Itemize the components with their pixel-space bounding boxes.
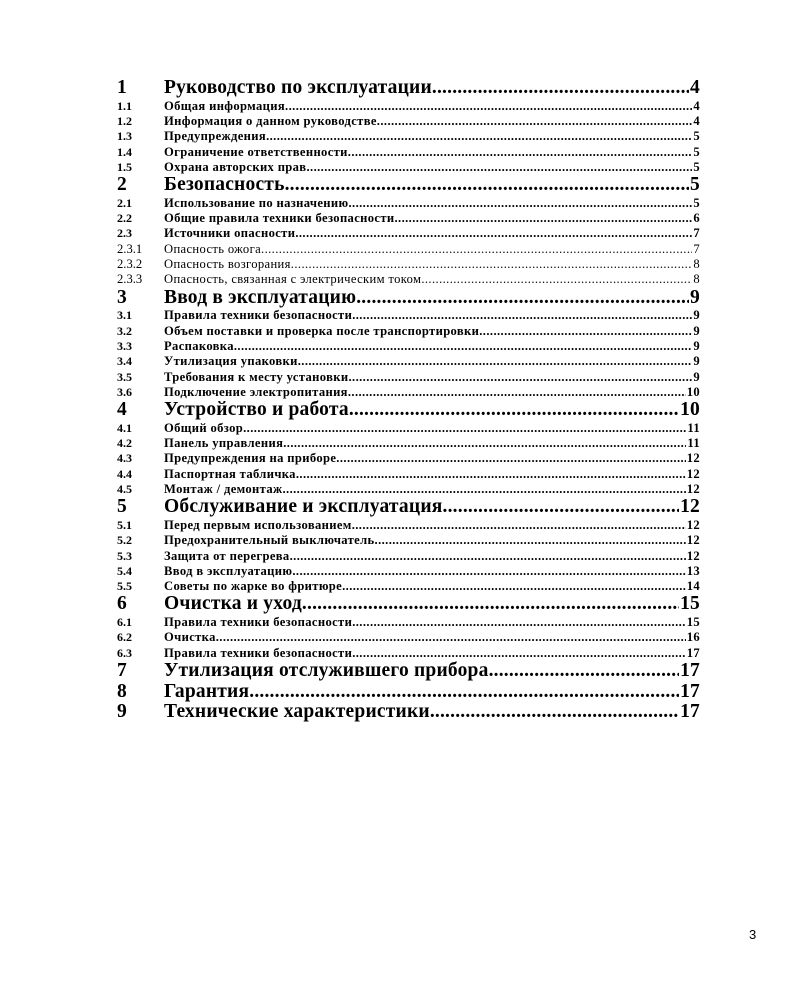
toc-entry-page: 12 <box>686 517 700 532</box>
toc-chapter-row[interactable] <box>117 78 700 99</box>
toc-dot-leader <box>234 339 692 354</box>
toc-entry-page: 10 <box>686 384 700 399</box>
toc-dot-leader <box>348 385 686 400</box>
toc-entry-number: 3.2 <box>117 323 132 338</box>
toc-section-row[interactable] <box>117 436 700 451</box>
toc-entry-page: 9 <box>693 323 700 338</box>
toc-entry-title: Руководство по эксплуатации <box>164 78 432 98</box>
toc-section-row[interactable] <box>117 129 700 144</box>
toc-entry-number: 7 <box>117 661 127 682</box>
toc-section-row[interactable] <box>117 630 700 645</box>
toc-entry-title: Советы по жарке во фритюре <box>164 579 343 594</box>
toc-entry-title: Требования к месту установки <box>164 369 349 384</box>
toc-entry-title: Правила техники безопасности <box>164 308 353 323</box>
toc-entry-number: 4 <box>117 400 127 421</box>
toc-section-row[interactable] <box>117 308 700 323</box>
toc-chapter-row[interactable] <box>117 682 700 703</box>
toc-dot-leader <box>249 682 679 703</box>
toc-entry-number: 4.2 <box>117 436 132 451</box>
toc-entry-number: 2.3.1 <box>117 241 143 256</box>
toc-entry-number: 6 <box>117 594 127 615</box>
toc-entry-title: Предупреждения <box>164 129 267 144</box>
toc-entry-title: Утилизация отслужившего прибора <box>164 661 489 682</box>
toc-dot-leader <box>352 615 686 630</box>
toc-entry-title: Утилизация упаковки <box>164 354 298 369</box>
toc-section-row[interactable] <box>117 354 700 369</box>
toc-entry-number: 5 <box>117 497 127 518</box>
toc-entry-number: 9 <box>117 702 127 723</box>
toc-entry-page: 17 <box>680 661 700 682</box>
toc-entry-title: Технические характеристики <box>164 702 430 723</box>
toc-entry-title: Правила техники безопасности <box>164 645 353 660</box>
toc-dot-leader <box>266 129 692 144</box>
toc-entry-page: 14 <box>686 579 700 594</box>
toc-entry-page: 11 <box>687 436 700 451</box>
toc-entry-title: Гарантия <box>164 681 250 702</box>
toc-dot-leader <box>261 242 692 257</box>
toc-chapter-row[interactable] <box>117 702 700 723</box>
toc-entry-title: Защита от перегрева <box>164 548 290 563</box>
toc-entry-number: 6.1 <box>117 615 132 630</box>
toc-entry-page: 5 <box>693 159 700 174</box>
toc-entry-number: 2.2 <box>117 211 132 226</box>
toc-section-row[interactable] <box>117 324 700 339</box>
toc-entry-number: 3.3 <box>117 338 132 353</box>
toc-entry-number: 6.2 <box>117 630 132 645</box>
toc-dot-leader <box>394 211 692 226</box>
toc-entry-page: 15 <box>686 615 700 630</box>
toc-dot-leader <box>298 354 693 369</box>
toc-entry-number: 2.3.2 <box>117 257 143 272</box>
toc-dot-leader <box>296 467 686 482</box>
toc-entry-page: 5 <box>693 129 700 144</box>
toc-dot-leader <box>432 78 689 99</box>
toc-entry-page: 9 <box>693 369 700 384</box>
toc-dot-leader <box>295 226 692 241</box>
toc-entry-title: Опасность возгорания <box>164 257 291 272</box>
toc-entry-page: 13 <box>686 563 700 578</box>
toc-entry-title: Источники опасности <box>164 226 296 241</box>
toc-section-row[interactable] <box>117 211 700 226</box>
toc-entry-number: 1.5 <box>117 159 132 174</box>
toc-section-row[interactable] <box>117 385 700 400</box>
toc-entry-number: 3.4 <box>117 354 132 369</box>
toc-entry-page: 12 <box>686 451 700 466</box>
toc-section-row[interactable] <box>117 564 700 579</box>
toc-dot-leader <box>290 549 686 564</box>
toc-entry-number: 4.3 <box>117 451 132 466</box>
toc-entry-number: 1.4 <box>117 144 132 159</box>
toc-entry-page: 7 <box>693 226 700 241</box>
toc-entry-title: Использование по назначению <box>164 195 349 210</box>
toc-chapter-row[interactable] <box>117 175 700 196</box>
toc-dot-leader <box>356 288 689 309</box>
toc-entry-page: 8 <box>693 257 700 272</box>
toc-entry-number: 4.1 <box>117 420 132 435</box>
toc-dot-leader <box>443 497 680 518</box>
toc-dot-leader <box>349 400 679 421</box>
toc-entry-number: 5.5 <box>117 579 132 594</box>
toc-dot-leader <box>342 579 686 594</box>
toc-chapter-row[interactable] <box>117 661 700 682</box>
toc-entry-number: 8 <box>117 681 127 702</box>
toc-chapter-row[interactable] <box>117 497 700 518</box>
toc-section-row[interactable] <box>117 370 700 385</box>
toc-entry-title: Предохранительный выключатель <box>164 533 375 548</box>
toc-entry-page: 6 <box>693 211 700 226</box>
toc-section-row[interactable] <box>117 518 700 533</box>
toc-entry-title: Обслуживание и эксплуатация <box>164 497 443 518</box>
toc-entry-number: 3 <box>117 287 127 308</box>
toc-entry-number: 6.3 <box>117 645 132 660</box>
toc-entry-number: 3.5 <box>117 369 132 384</box>
toc-entry-title: Очистка и уход <box>164 594 302 615</box>
toc-entry-page: 8 <box>693 272 700 287</box>
toc-entry-number: 4.4 <box>117 466 132 481</box>
toc-section-row[interactable] <box>117 196 700 211</box>
toc-entry-page: 16 <box>686 630 700 645</box>
toc-entry-page: 4 <box>693 113 700 128</box>
toc-dot-leader <box>282 482 685 497</box>
toc-dot-leader <box>348 145 693 160</box>
toc-dot-leader <box>216 630 686 645</box>
toc-entry-title: Общая информация <box>164 98 286 113</box>
toc-entry-title: Устройство и работа <box>164 400 349 421</box>
table-of-contents <box>117 78 700 723</box>
toc-dot-leader <box>479 324 692 339</box>
toc-entry-number: 5.3 <box>117 548 132 563</box>
toc-entry-page: 9 <box>693 308 700 323</box>
toc-entry-page: 17 <box>686 645 700 660</box>
page-number: 3 <box>749 927 757 942</box>
toc-subsection-row[interactable] <box>117 242 700 257</box>
toc-entry-title: Ввод в эксплуатацию <box>164 563 293 578</box>
toc-entry-number: 1 <box>117 78 127 98</box>
toc-dot-leader <box>489 661 680 682</box>
toc-dot-leader <box>302 594 679 615</box>
toc-entry-title: Общие правила техники безопасности <box>164 211 395 226</box>
toc-dot-leader <box>352 518 686 533</box>
toc-entry-page: 9 <box>693 354 700 369</box>
toc-section-row[interactable] <box>117 646 700 661</box>
toc-entry-title: Опасность, связанная с электрическим током <box>164 272 422 287</box>
toc-entry-page: 17 <box>680 681 700 702</box>
toc-entry-title: Опасность ожога <box>164 241 262 256</box>
toc-entry-title: Безопасность <box>164 175 285 196</box>
toc-dot-leader <box>285 175 689 196</box>
toc-chapter-row[interactable] <box>117 400 700 421</box>
toc-entry-page: 9 <box>690 287 700 308</box>
toc-dot-leader <box>291 257 693 272</box>
toc-entry-page: 4 <box>693 98 700 113</box>
toc-entry-title: Подключение электропитания <box>164 384 348 399</box>
toc-subsection-row[interactable] <box>117 257 700 272</box>
toc-section-row[interactable] <box>117 451 700 466</box>
toc-section-row[interactable] <box>117 482 700 497</box>
toc-entry-title: Правила техники безопасности <box>164 615 353 630</box>
toc-entry-page: 17 <box>680 702 700 723</box>
toc-entry-title: Предупреждения на приборе <box>164 451 337 466</box>
toc-entry-title: Паспортная табличка <box>164 466 296 481</box>
toc-entry-title: Охрана авторских прав <box>164 159 307 174</box>
toc-entry-title: Информация о данном руководстве <box>164 113 377 128</box>
toc-entry-number: 3.1 <box>117 308 132 323</box>
toc-entry-number: 5.4 <box>117 563 132 578</box>
toc-entry-number: 5.1 <box>117 517 132 532</box>
toc-entry-page: 12 <box>686 548 700 563</box>
toc-entry-number: 2.1 <box>117 195 132 210</box>
toc-entry-number: 1.3 <box>117 129 132 144</box>
toc-dot-leader <box>421 272 692 287</box>
toc-entry-title: Перед первым использованием <box>164 517 352 532</box>
toc-entry-title: Ограничение ответственности <box>164 144 348 159</box>
toc-entry-number: 2.3 <box>117 226 132 241</box>
toc-dot-leader <box>430 702 679 723</box>
toc-section-row[interactable] <box>117 339 700 354</box>
toc-dot-leader <box>243 421 686 436</box>
toc-dot-leader <box>348 370 692 385</box>
toc-entry-number: 3.6 <box>117 384 132 399</box>
toc-section-row[interactable] <box>117 114 700 129</box>
toc-section-row[interactable] <box>117 533 700 548</box>
toc-dot-leader <box>283 436 686 451</box>
toc-entry-number: 5.2 <box>117 533 132 548</box>
toc-section-row[interactable] <box>117 226 700 241</box>
toc-entry-title: Распаковка <box>164 338 234 353</box>
toc-section-row[interactable] <box>117 549 700 564</box>
toc-entry-page: 12 <box>686 481 700 496</box>
toc-dot-leader <box>285 99 692 114</box>
toc-entry-page: 12 <box>680 497 700 518</box>
toc-entry-page: 12 <box>686 466 700 481</box>
toc-dot-leader <box>352 646 686 661</box>
toc-subsection-row[interactable] <box>117 272 700 287</box>
toc-entry-number: 4.5 <box>117 481 132 496</box>
toc-dot-leader <box>377 114 693 129</box>
toc-entry-title: Общий обзор <box>164 420 244 435</box>
toc-section-row[interactable] <box>117 615 700 630</box>
toc-entry-title: Монтаж / демонтаж <box>164 481 283 496</box>
toc-dot-leader <box>292 564 685 579</box>
toc-entry-number: 2 <box>117 175 127 196</box>
toc-chapter-row[interactable] <box>117 288 700 309</box>
toc-entry-page: 5 <box>693 195 700 210</box>
toc-entry-title: Ввод в эксплуатацию <box>164 287 357 308</box>
toc-entry-page: 5 <box>693 144 700 159</box>
toc-entry-number: 1.1 <box>117 98 132 113</box>
toc-entry-page: 4 <box>690 78 700 98</box>
toc-chapter-row[interactable] <box>117 594 700 615</box>
toc-entry-page: 5 <box>690 175 700 196</box>
toc-entry-page: 7 <box>693 241 700 256</box>
toc-entry-title: Очистка <box>164 630 216 645</box>
toc-dot-leader <box>375 533 686 548</box>
toc-dot-leader <box>336 451 685 466</box>
toc-entry-title: Панель управления <box>164 436 284 451</box>
toc-section-row[interactable] <box>117 579 700 594</box>
toc-dot-leader <box>348 196 692 211</box>
toc-entry-page: 11 <box>687 420 700 435</box>
toc-section-row[interactable] <box>117 160 700 175</box>
toc-entry-title: Объем поставки и проверка после транспортировки <box>164 323 480 338</box>
toc-section-row[interactable] <box>117 99 700 114</box>
toc-section-row[interactable] <box>117 421 700 436</box>
toc-section-row[interactable] <box>117 467 700 482</box>
toc-section-row[interactable] <box>117 145 700 160</box>
toc-entry-number: 1.2 <box>117 113 132 128</box>
toc-entry-page: 12 <box>686 533 700 548</box>
toc-dot-leader <box>352 308 692 323</box>
toc-dot-leader <box>306 160 692 175</box>
toc-entry-page: 9 <box>693 338 700 353</box>
toc-entry-page: 15 <box>680 594 700 615</box>
toc-entry-page: 10 <box>680 400 700 421</box>
toc-entry-number: 2.3.3 <box>117 272 143 287</box>
